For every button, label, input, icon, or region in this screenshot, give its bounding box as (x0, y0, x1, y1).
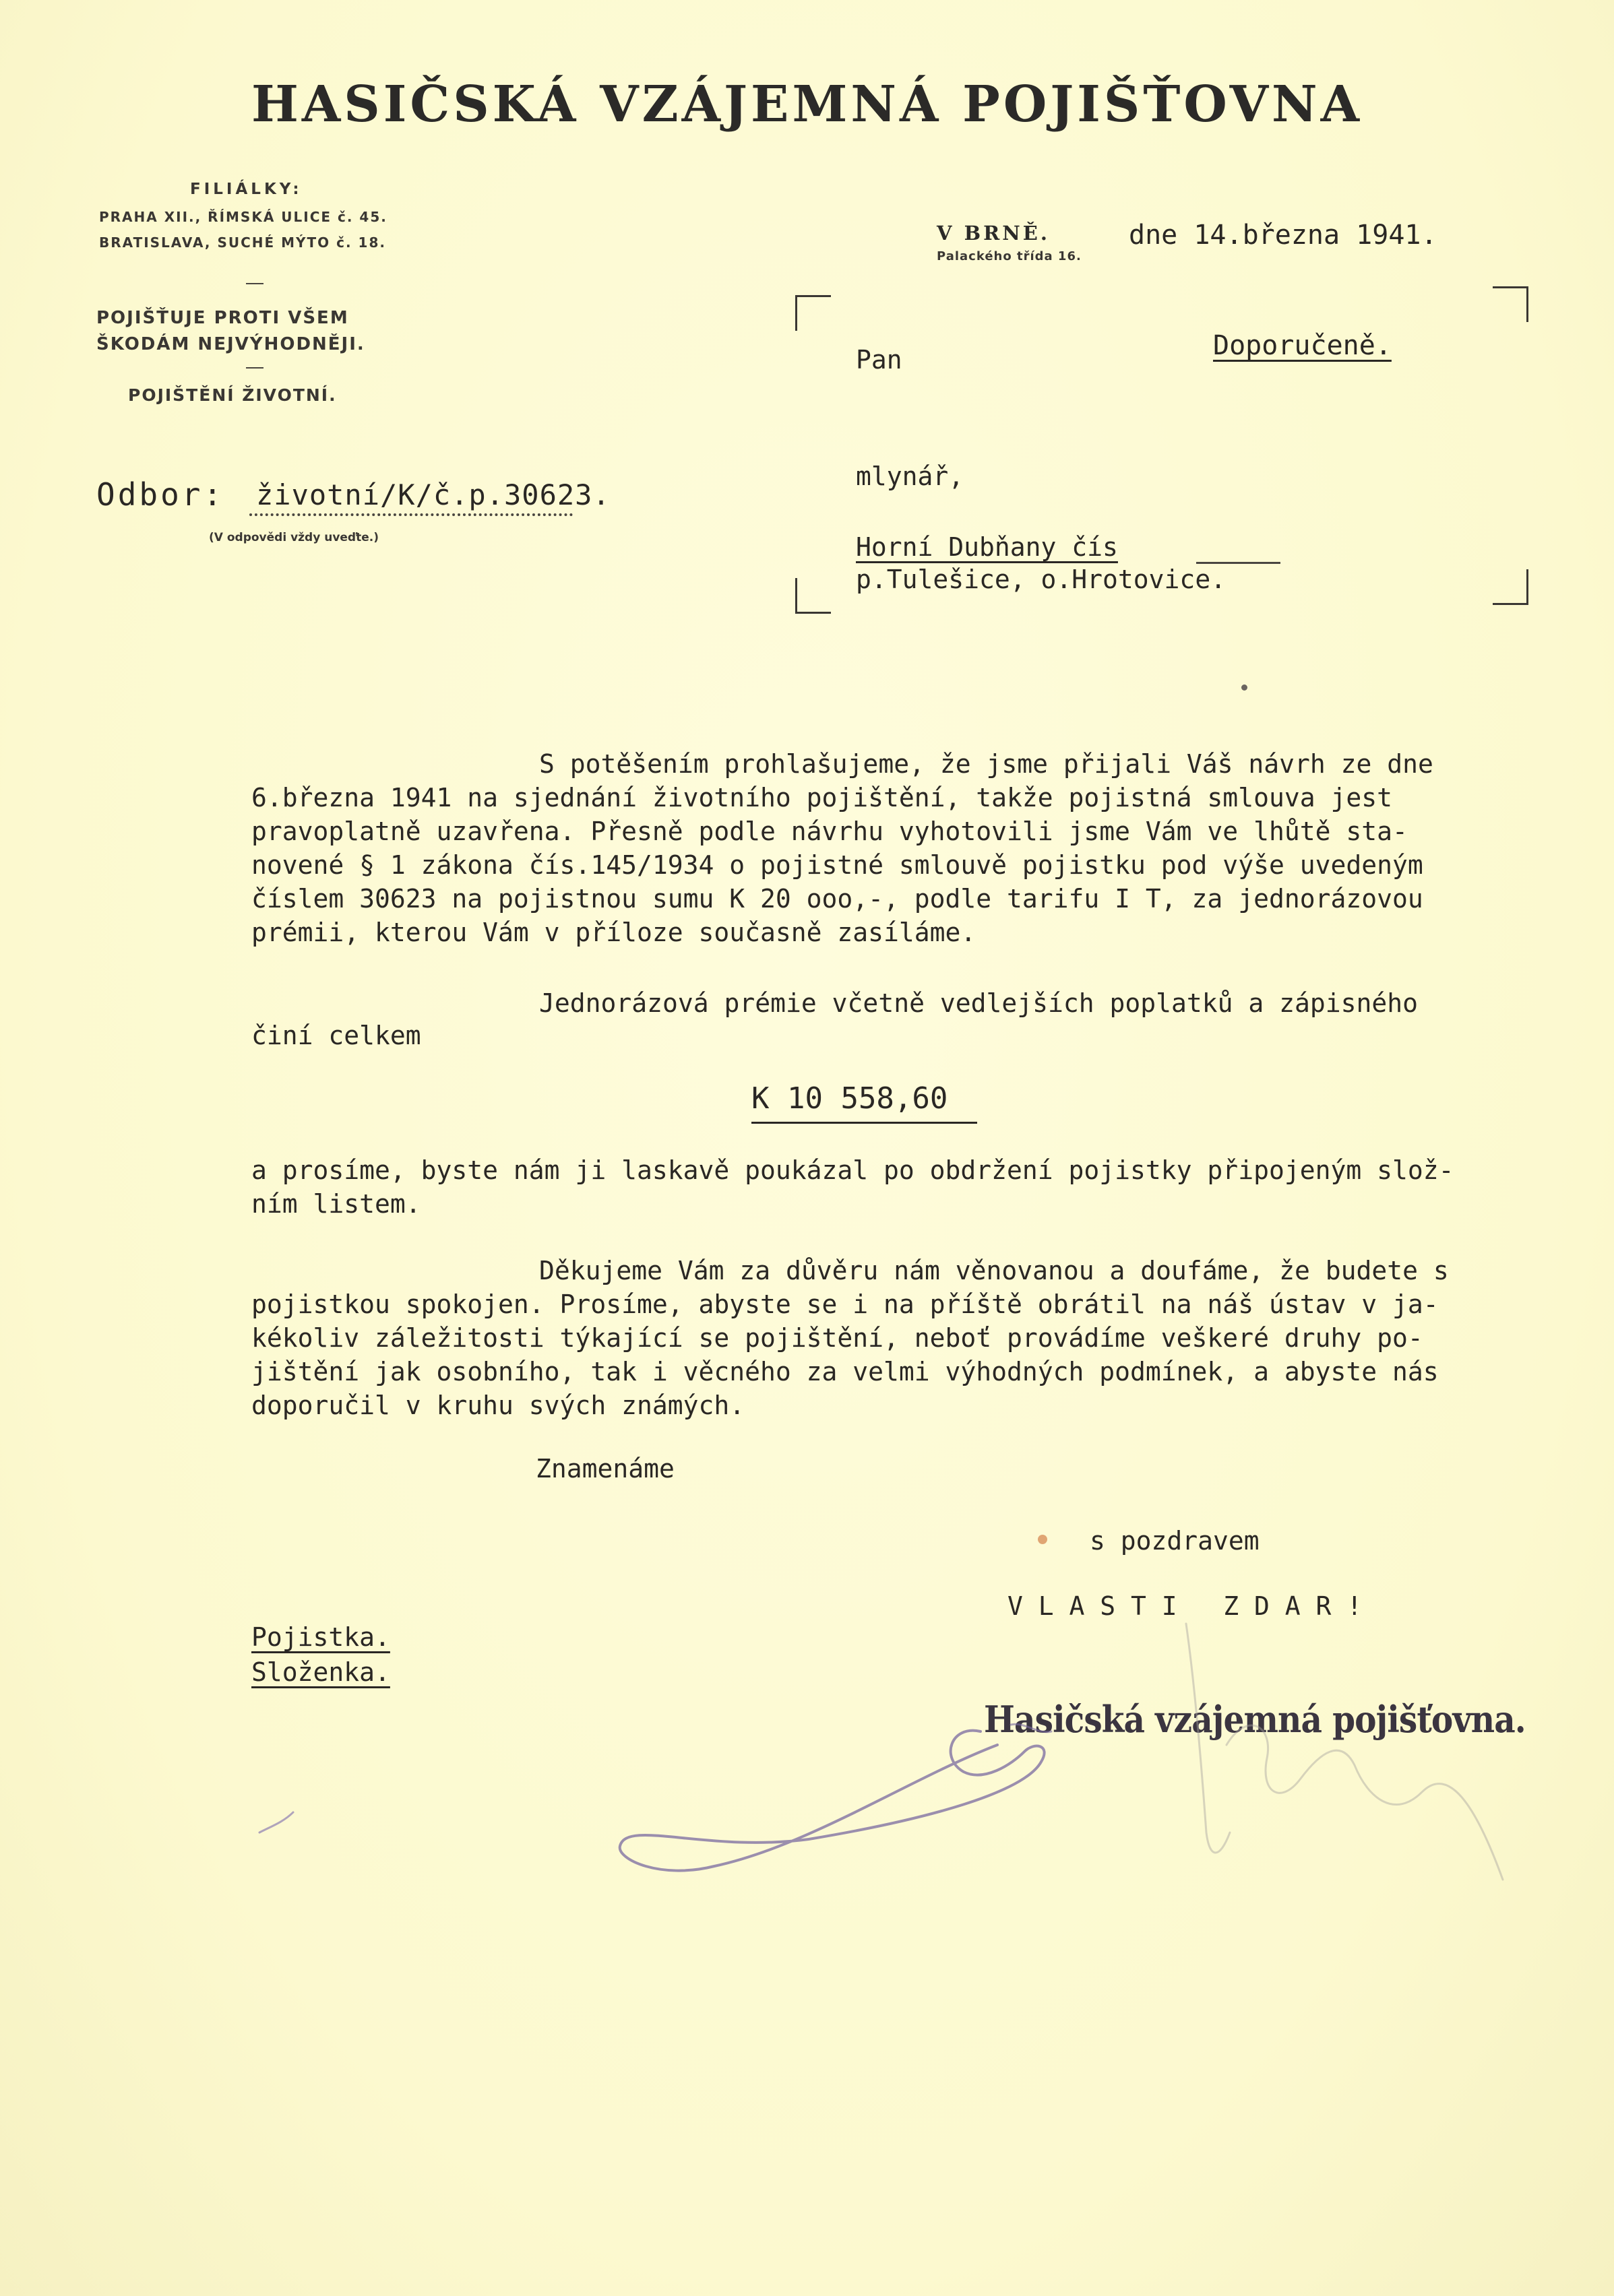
body-p1-line-3: pravoplatně uzavřena. Přesně podle návrhu vyhotovili jsme Vám ve lhůtě sta- (251, 817, 1408, 846)
body-p1-line-6: prémii, kterou Vám v příloze současně zasíláme. (251, 918, 976, 947)
enclosure-payment-slip: Složenka. (251, 1657, 390, 1687)
life-insurance-label: POJIŠTĚNÍ ŽIVOTNÍ. (128, 385, 337, 405)
recipient-salutation: Pan (856, 345, 902, 375)
company-stamp: Hasičská vzájemná pojišťovna. (984, 1698, 1526, 1741)
branch-bratislava: BRATISLAVA, SUCHÉ MÝTO č. 18. (99, 234, 386, 251)
divider (246, 283, 263, 284)
closing-greeting: s pozdravem (1090, 1526, 1260, 1556)
closing-znamename: Znamenáme (536, 1454, 675, 1484)
reference-value: životní/K/č.p.30623. (256, 478, 611, 511)
recipient-address-line-2: p.Tulešice, o.Hrotovice. (856, 565, 1227, 594)
branch-prague: PRAHA XII., ŘÍMSKÁ ULICE č. 45. (99, 209, 387, 225)
body-p3-line-2: ním listem. (251, 1189, 421, 1219)
body-p1-line-5: číslem 30623 na pojistnou sumu K 20 ooo,-, podle tarifu I T, za jednorázovou (251, 884, 1423, 914)
premium-amount: K 10 558,60 (751, 1081, 948, 1116)
body-p4-line-2: pojistkou spokojen. Prosíme, abyste se i na příště obrátil na náš ústav v ja- (251, 1289, 1439, 1319)
enclosure-policy: Pojistka. (251, 1622, 390, 1652)
body-p1-line-1: S potěšením prohlašujeme, že jsme přijali Váš návrh ze dne (539, 749, 1433, 779)
body-p1-line-2: 6.března 1941 na sjednání životního pojištění, takže pojistná smlouva jest (251, 783, 1392, 812)
divider (246, 367, 263, 369)
reference-dotted-line (249, 513, 573, 516)
address-bracket-bottom-left (795, 578, 831, 614)
closing-motto: V L A S T I Z D A R ! (1007, 1591, 1363, 1621)
ink-dot (1241, 684, 1247, 691)
body-p4-line-5: doporučil v kruhu svých známých. (251, 1391, 745, 1420)
address-bracket-bottom-right (1493, 569, 1528, 605)
recipient-address-line-1: Horní Dubňany čís (856, 532, 1118, 562)
delivery-type: Doporučeně. (1213, 330, 1392, 361)
body-p4-line-3: kékoliv záležitosti týkající se pojištění, neboť provádíme veškeré druhy po- (251, 1323, 1423, 1353)
company-letterhead: HASIČSKÁ VZÁJEMNÁ POJIŠŤOVNA (251, 75, 1363, 133)
slogan-line-2: ŠKODÁM NEJVÝHODNĚJI. (96, 334, 365, 354)
sender-street: Palackého třída 16. (937, 249, 1082, 263)
letter-date: dne 14.března 1941. (1129, 220, 1437, 251)
body-p1-line-4: novené § 1 zákona čís.145/1934 o pojistné smlouvě pojistku pod výše uvedeným (251, 850, 1423, 880)
body-p2-line-2: činí celkem (251, 1021, 421, 1050)
body-p2-line-1: Jednorázová prémie včetně vedlejších poplatků a zápisného (539, 988, 1419, 1018)
address-underline (1196, 562, 1280, 564)
ink-dot (1038, 1535, 1047, 1544)
body-p4-line-1: Děkujeme Vám za důvěru nám věnovanou a doufáme, že budete s (539, 1256, 1449, 1285)
amount-underline (751, 1122, 977, 1124)
branches-title: FILIÁLKY: (190, 181, 303, 198)
slogan-line-1: POJIŠŤUJE PROTI VŠEM (96, 308, 349, 328)
address-bracket-top-right (1493, 286, 1528, 322)
recipient-occupation: mlynář, (856, 461, 964, 491)
sender-city: V BRNĚ. (937, 222, 1050, 245)
address-bracket-top-left (795, 295, 831, 331)
reference-note: (V odpovědi vždy uveďte.) (209, 531, 379, 544)
body-p3-line-1: a prosíme, byste nám ji laskavě poukázal po obdržení pojistky připojeným slož- (251, 1155, 1454, 1185)
body-p4-line-4: jištění jak osobního, tak i věcného za velmi výhodných podmínek, a abyste nás (251, 1357, 1439, 1386)
reference-label: Odbor: (96, 476, 225, 513)
